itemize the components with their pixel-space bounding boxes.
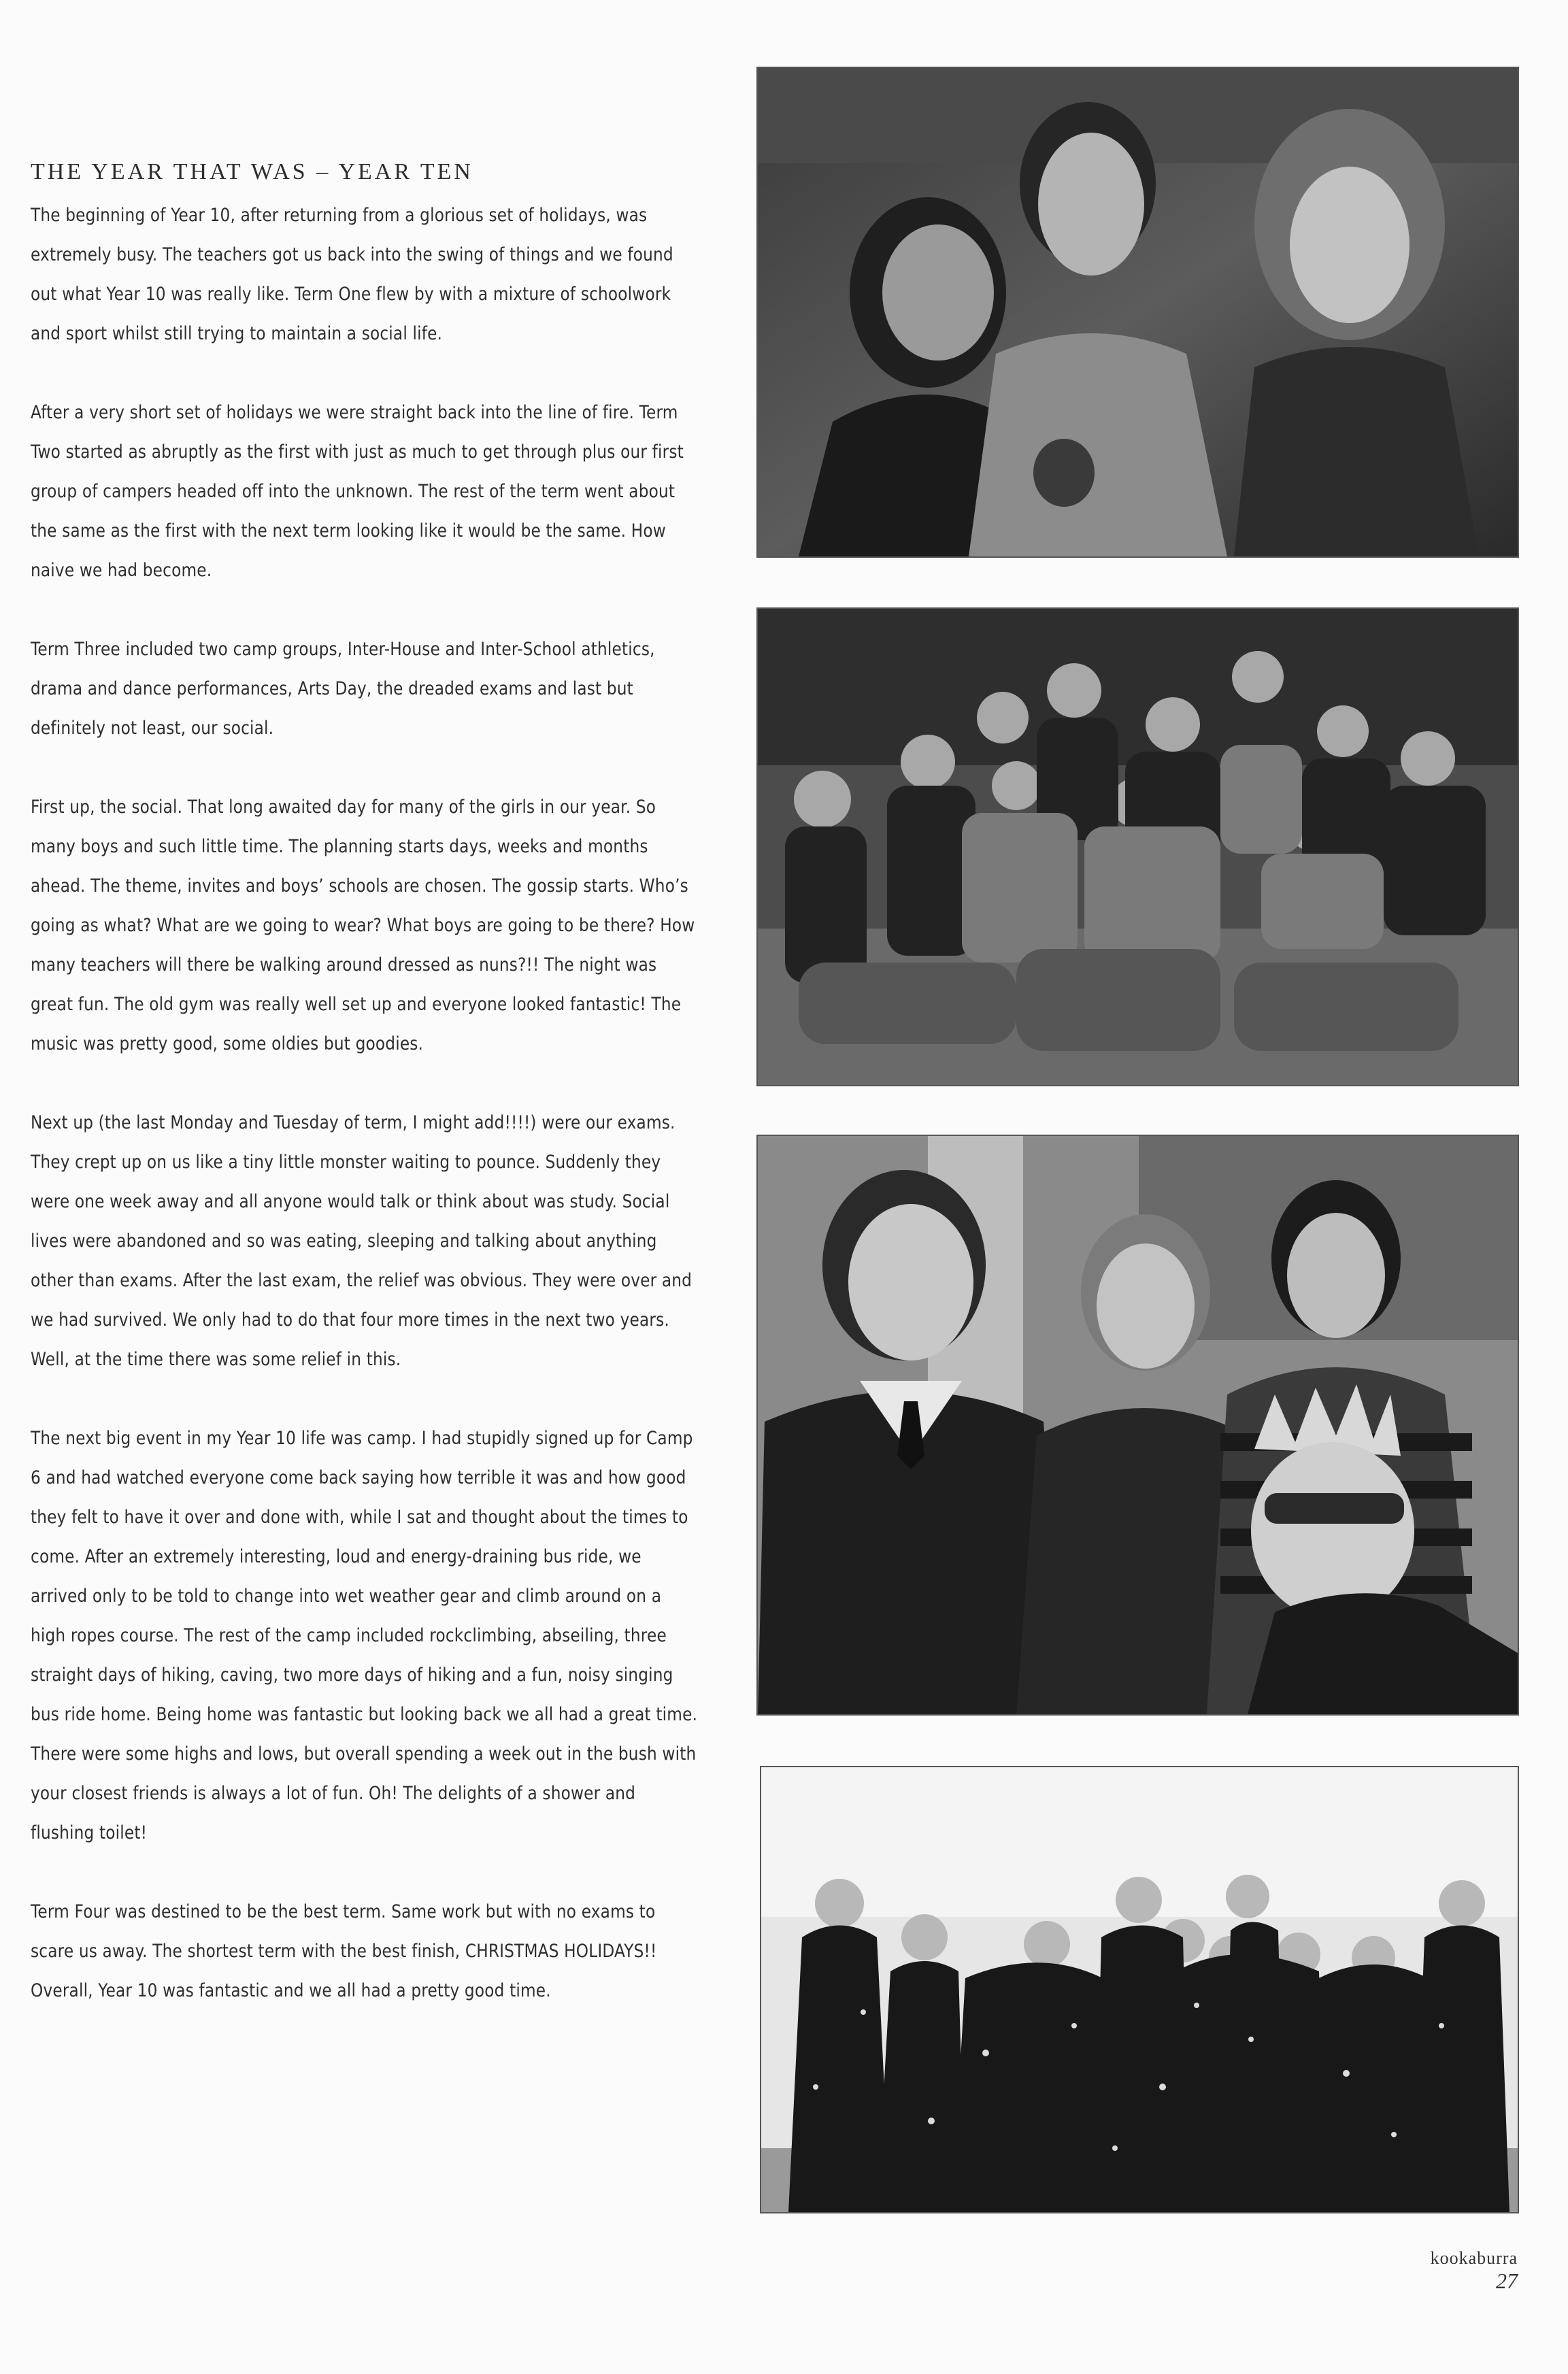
page-number: 27 bbox=[1496, 2269, 1518, 2293]
paragraph-4: First up, the social. That long awaited day for many of the girls in our year. So many boys and such little time. The planning starts days, weeks and months ahead. The theme, invites and boys’ schools are chosen. The gossip starts. Who’s going as what? What are we going to wear? What boys are going to be there? How many teachers will there be walking around dressed as nuns?!! The night was great fun. The old gym was really well set up and everyone looked fantastic! The music was pretty good, some oldies but goodies. bbox=[31, 797, 695, 1054]
photo-girls-with-man bbox=[756, 1135, 1519, 1716]
paragraph-2: After a very short set of holidays we were straight back into the line of fire. Term Two started as abruptly as the first with just as much to get through plus our first group of campers headed off into the unknown. The rest of the term went about the same as the first with the next term looking like it would be the same. How naive we had become. bbox=[31, 402, 684, 581]
article bbox=[31, 151, 701, 2050]
photo-group-on-grass bbox=[756, 607, 1519, 1086]
photo-group-in-snow bbox=[760, 1766, 1519, 2213]
paragraph-5: Next up (the last Monday and Tuesday of term, I might add!!!!) were our exams. They crept up on us like a tiny little monster waiting to pounce. Suddenly they were one week away and all anyone would talk or think about was study. Social lives were abandoned and so was eating, sleeping and talking about anything other than exams. After the last exam, the relief was obvious. They were over and we had survived. We only had to do that four more times in the next two years. Well, at the time there was some relief in this. bbox=[31, 1112, 693, 1370]
photo-three-girls bbox=[756, 67, 1519, 558]
paragraph-1: The beginning of Year 10, after returning from a glorious set of holidays, was extremely busy. The teachers got us back into the swing of things and we found out what Year 10 was really like. Term One flew by with a mixture of schoolwork and sport whilst still trying to maintain a social life. bbox=[31, 205, 673, 344]
paragraph-7: Term Four was destined to be the best term. Same work but with no exams to scare us away. The shortest term with the best finish, CHRISTMAS HOLIDAYS!! Overall, Year 10 was fantastic and we all had a pretty good time. bbox=[31, 1901, 657, 2001]
paragraph-3: Term Three included two camp groups, Inter-House and Inter-School athletics, drama and dance performances, Arts Day, the dreaded exams and last but definitely not least, our social. bbox=[31, 639, 655, 739]
publication-name: kookaburra bbox=[1430, 2248, 1518, 2268]
paragraph-6: The next big event in my Year 10 life was camp. I had stupidly signed up for Camp 6 and had watched everyone come back saying how terrible it was and how good they felt to have it over and done with, while I sat and thought about the times to come. After an extremely interesting, loud and energy-draining bus ride, we arrived only to be told to change into wet weather gear and climb around on a high ropes course. The rest of the camp included rockclimbing, abseiling, three straight days of hiking, caving, two more days of hiking and a fun, noisy singing bus ride home. Being home was fantastic but looking back we all had a great time. There were some highs and lows, but overall spending a week out in the bush with your closest friends is always a lot of fun. Oh! The delights of a shower and flushing toilet! bbox=[31, 1428, 698, 1843]
article-title: THE YEAR THAT WAS – YEAR TEN bbox=[31, 159, 473, 184]
